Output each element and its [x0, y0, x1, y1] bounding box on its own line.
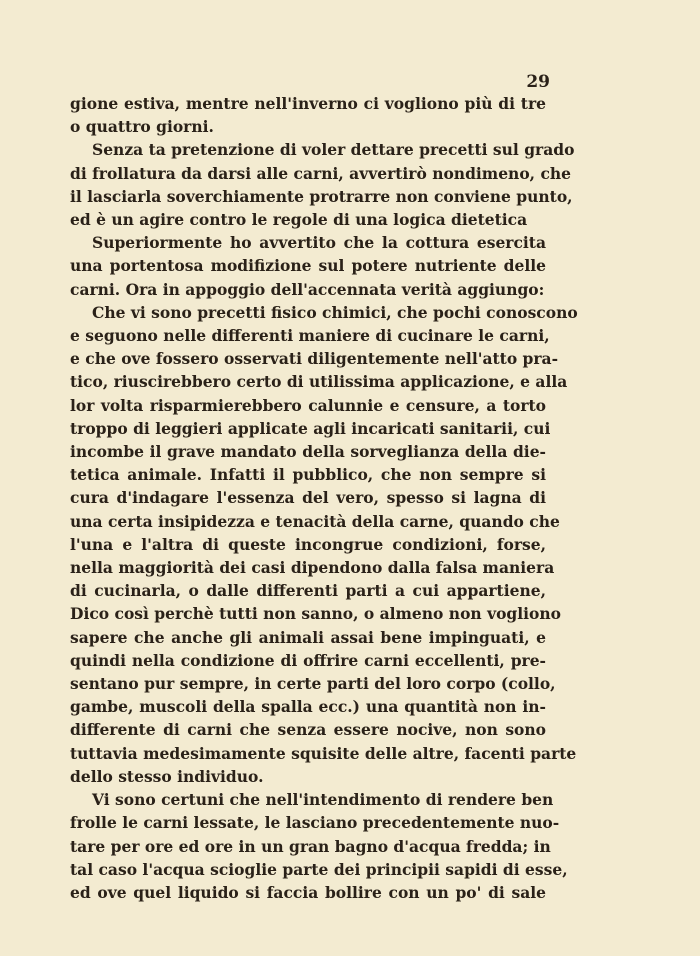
paragraph [70, 92, 546, 138]
paragraph [70, 231, 546, 301]
text-line: gione estiva, mentre nell'inverno ci vogliono più di tre [70, 94, 546, 113]
text-line: quindi nella condizione di offrire carni eccellenti, pre- [70, 650, 546, 670]
paragraph [70, 788, 568, 904]
body-text [70, 92, 578, 904]
text-line: ed ove quel liquido si faccia bollire con un po' di sale [70, 882, 546, 902]
text-line: troppo di leggieri applicate agli incaricati sanitarii, cui [70, 418, 551, 438]
text-line: Vi sono certuni che nell'intendimento di rendere ben [92, 790, 554, 810]
paragraph [70, 138, 575, 231]
text-line: tetica animale. Infatti il pubblico, che non sempre si [70, 465, 546, 485]
text-line: carni. Ora in appoggio dell'accennata verità aggiungo: [70, 279, 545, 299]
text-line: o quattro giorni. [70, 117, 214, 137]
text-line: frolle le carni lessate, le lasciano precedentemente nuo- [70, 813, 560, 833]
text-line: tuttavia medesimamente squisite delle altre, facenti parte [70, 743, 577, 763]
text-line: una certa insipidezza e tenacità della carne, quando che [70, 511, 560, 531]
text-line: gambe, muscoli della spalla ecc.) una quantità non in- [70, 697, 546, 717]
text-line: tal caso l'acqua scioglie parte dei principii sapidi di esse, [70, 859, 568, 879]
text-line: sapere che anche gli animali assai bene impinguati, e [70, 627, 546, 647]
text-line: incombe il grave mandato della sorveglianza della die- [70, 442, 546, 462]
text-line: ed è un agire contro le regole di una logica dietetica [70, 210, 528, 230]
text-line: Senza ta pretenzione di voler dettare precetti sul grado [92, 140, 575, 160]
text-line: sentano pur sempre, in certe parti del loro corpo (collo, [70, 674, 556, 694]
text-line: nella maggiorità dei casi dipendono dalla falsa maniera [70, 558, 555, 578]
text-line: Che vi sono precetti fisico chimici, che pochi conoscono [92, 302, 578, 322]
text-line: il lasciarla soverchiamente protrarre non conviene punto, [70, 186, 573, 206]
text-line: Dico così perchè tutti non sanno, o almeno non vogliono [70, 604, 561, 624]
text-line: l'una e l'altra di queste incongrue condizioni, forse, [70, 534, 546, 554]
text-line: dello stesso individuo. [70, 766, 264, 786]
text-line: differente di carni che senza essere nocive, non sono [70, 720, 546, 740]
text-line: lor volta risparmierebbero calunnie e censure, a torto [70, 395, 546, 415]
text-line: tico, riuscirebbero certo di utilissima applicazione, e alla [70, 372, 568, 392]
text-line: tare per ore ed ore in un gran bagno d'acqua fredda; in [70, 836, 551, 856]
text-line: cura d'indagare l'essenza del vero, spesso si lagna di [70, 488, 546, 508]
text-line: una portentosa modifizione sul potere nutriente delle [70, 256, 546, 276]
text-line: Superiormente ho avvertito che la cottura esercita [92, 233, 546, 253]
text-line: di frollatura da darsi alle carni, avvertirò nondimeno, che [70, 163, 572, 183]
page-number: 29 [526, 72, 550, 92]
text-line: e seguono nelle differenti maniere di cucinare le carni, [70, 326, 550, 346]
text-line: di cucinarla, o dalle differenti parti a cui appartiene, [70, 581, 546, 601]
text-line: e che ove fossero osservati diligentemente nell'atto pra- [70, 349, 559, 369]
paragraph [70, 301, 578, 788]
